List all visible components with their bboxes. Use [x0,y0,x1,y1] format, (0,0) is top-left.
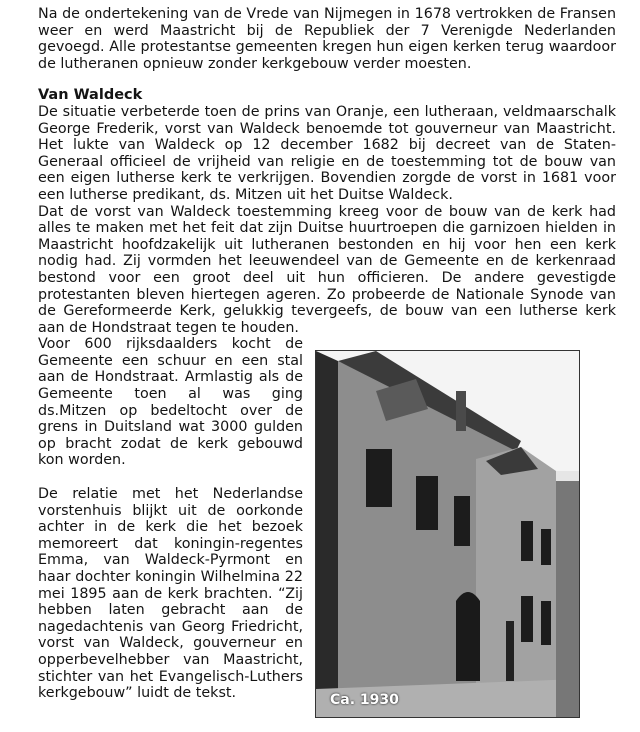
church-photo [315,350,580,718]
paragraph-4: De relatie met het Nederlandse vorstenhuis blijkt uit de oorkonde achter in de kerk die het bezoek memoreert dat koningin-regentes Emma, van Waldeck-Pyrmont en haar dochter koningin Wilhelmina 22 mei 1895 aan de kerk brachten. “Zij hebben laten gebracht aan de nagedachtenis van Georg Friedricht, vorst van Waldeck, gouverneur en opperbevelhebber van Maastricht, stichter van het Evangelisch-Luthers kerkgebouw” luidt de tekst. [38,486,303,702]
paragraph-2: Dat de vorst van Waldeck toestemming kreeg voor de bouw van de kerk had alles te maken met het feit dat zijn Duitse huurtroepen die garnizoen hielden in Maastricht hoofdzakelijk uit lutheranen bestonden en hij voor hen een kerk nodig had. Zij vormden het leeuwendeel van de Gemeente en de kerkenraad bestond voor een groot deel uit hun officieren. De andere gevestigde protestanten bleven hiertegen ageren. Zo probeerde de Nationale Synode van de Gereformeerde Kerk, gelukkig tevergeefs, de bouw van een lutherse kerk aan de Hondstraat tegen te houden. [38,203,616,336]
section-heading: Van Waldeck [38,87,143,104]
photo-caption: Ca. 1930 [330,692,399,709]
paragraph-3: Voor 600 rijksdaalders kocht de Gemeente een schuur en een stal aan de Hondstraat. Armlastig als de Gemeente toen al was ging ds.Mitzen op bedeltocht over de grens in Duitsland wat 3000 gulden op bracht zodat de kerk gebouwd kon worden. [38,336,303,469]
paragraph-1: De situatie verbeterde toen de prins van Oranje, een lutheraan, veldmaarschalk George Frederik, vorst van Waldeck benoemde tot gouverneur van Maastricht. Het lukte van Waldeck op 12 december 1682 bij decreet van de Staten-Generaal officieel de vrijheid van religie en de toestemming tot de bouw van een eigen lutherse kerk te verkrijgen. Bovendien zorgde de vorst in 1681 voor een lutherse predikant, ds. Mitzen uit het Duitse Waldeck. [38,103,616,203]
intro-paragraph: Na de ondertekening van de Vrede van Nijmegen in 1678 vertrokken de Fransen weer en werd Maastricht bij de Republiek der 7 Verenigde Nederlanden gevoegd. Alle protestantse gemeenten kregen hun eigen kerken terug waardoor de lutheranen opnieuw zonder kerkgebouw verder moesten. [38,6,616,72]
church-photo-image [316,351,579,717]
